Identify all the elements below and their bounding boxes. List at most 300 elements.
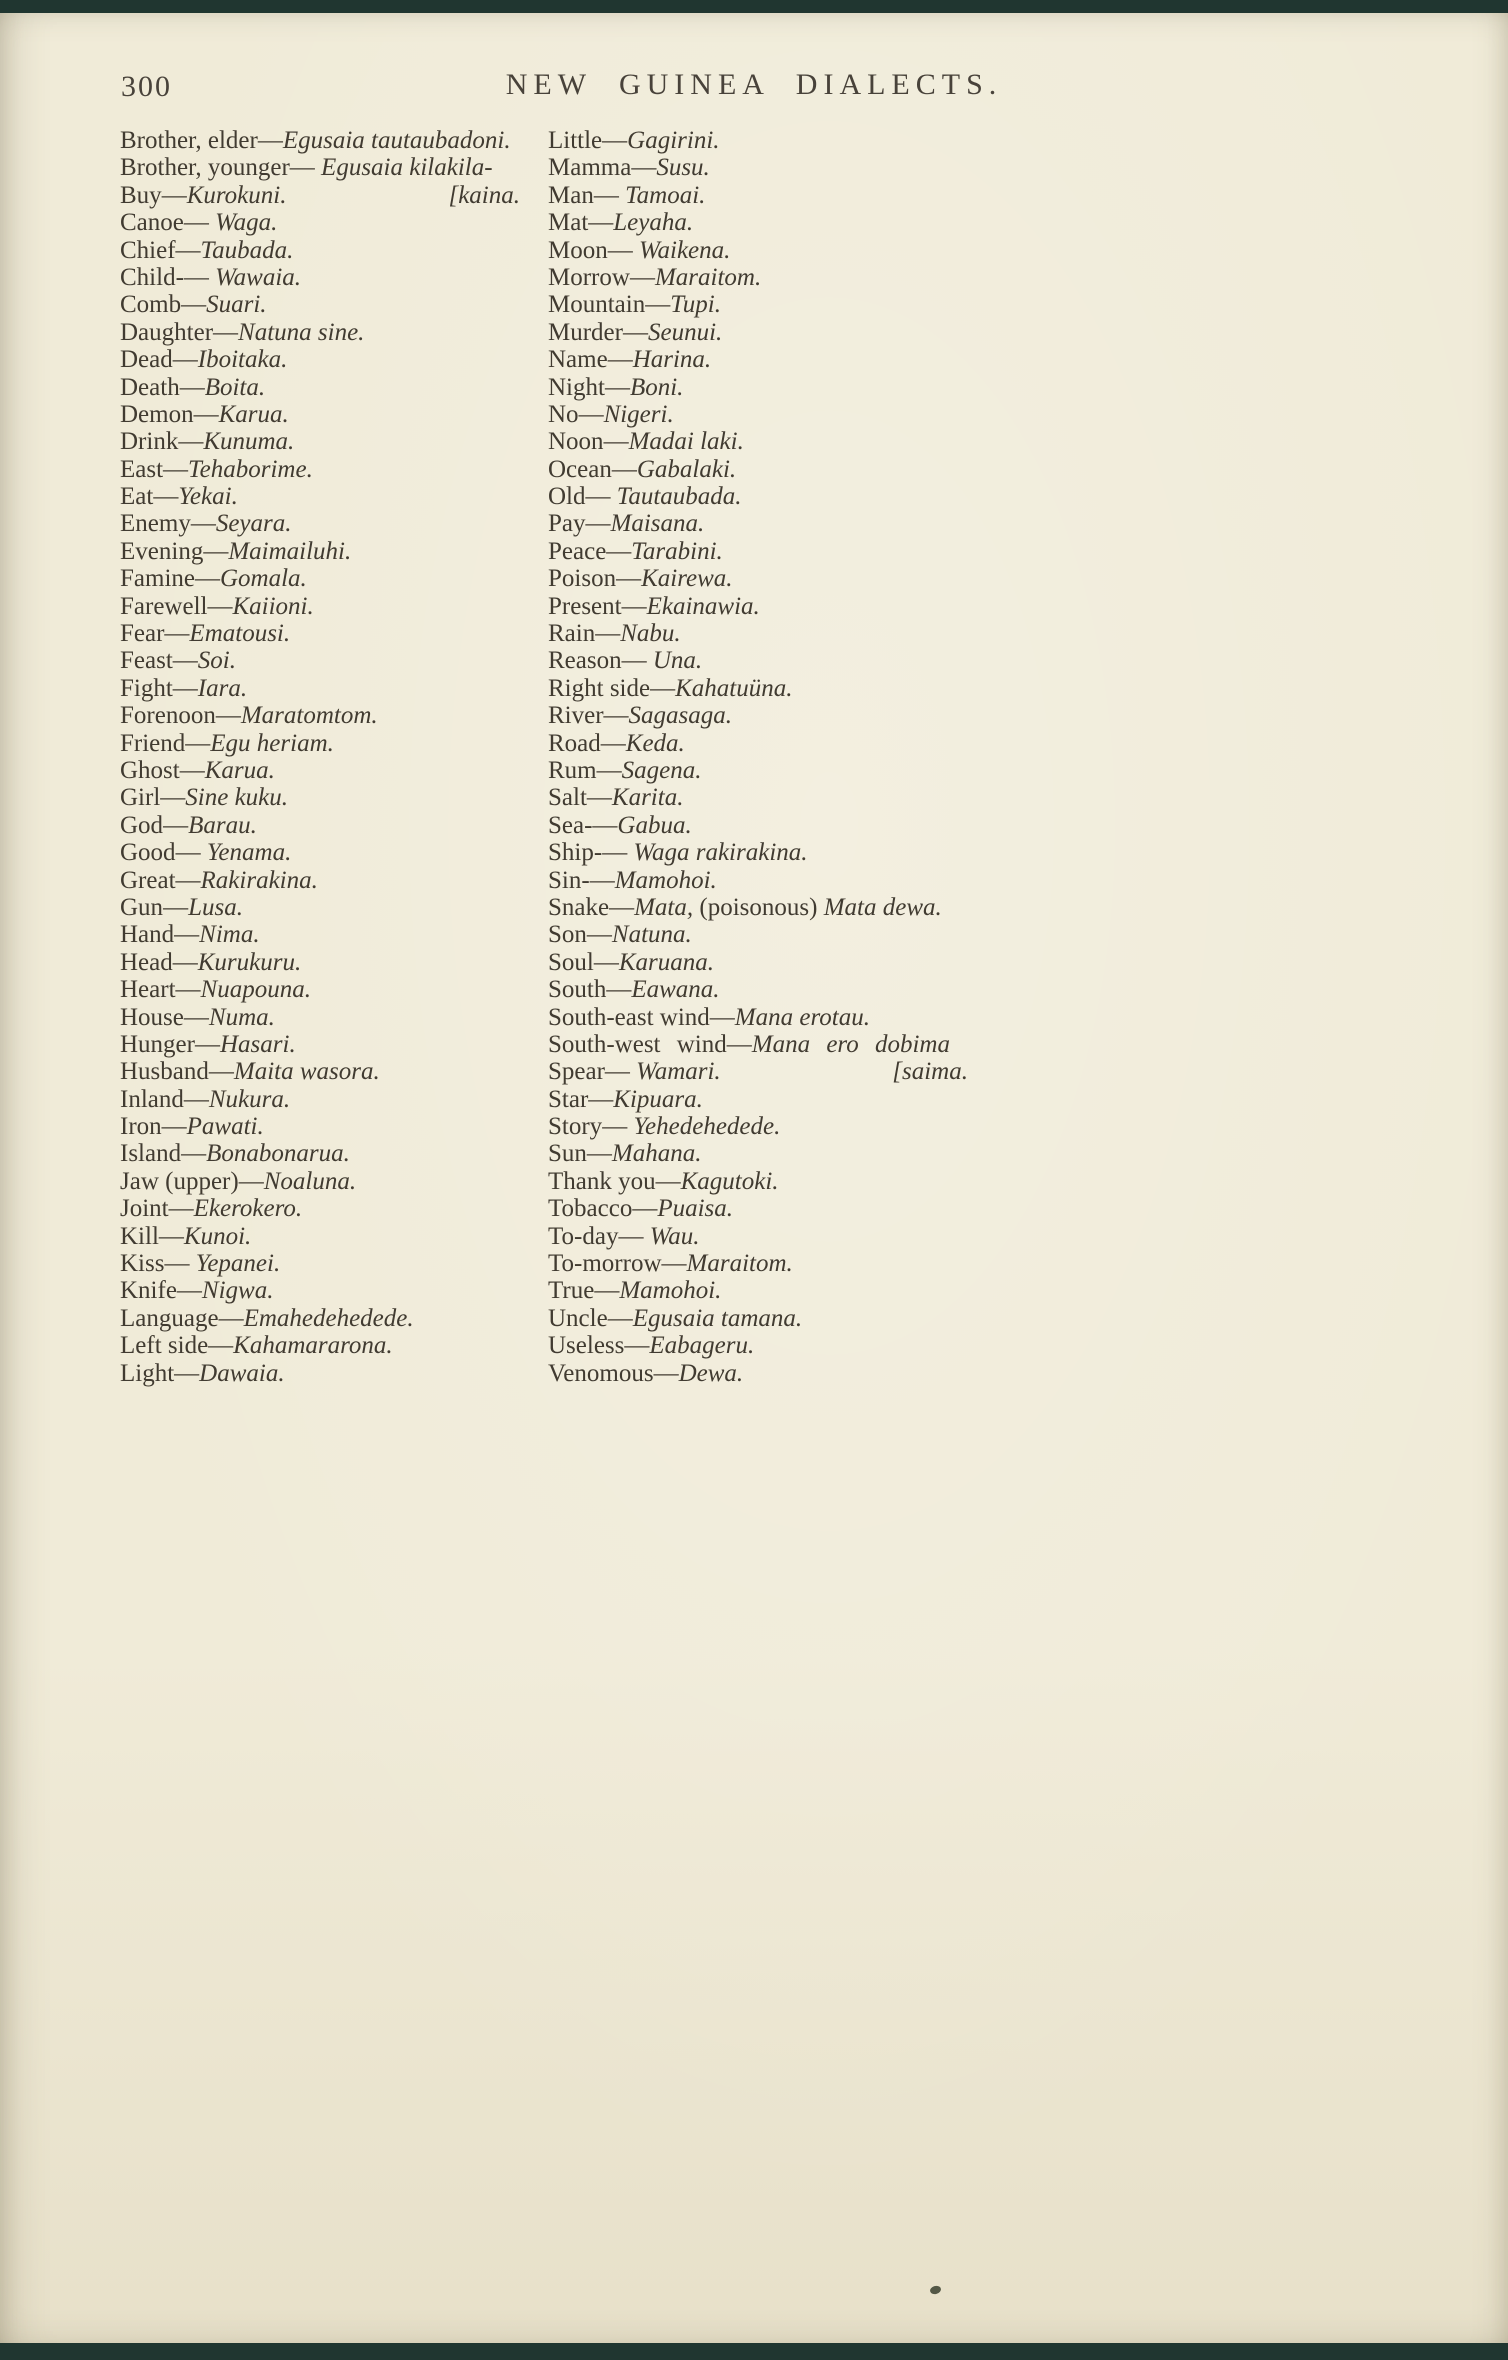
vocab-entry xyxy=(120,565,520,592)
vocab-entry xyxy=(120,675,520,702)
english-term: Right side xyxy=(548,674,651,702)
native-term: Natuna. xyxy=(611,921,692,949)
english-term: Light xyxy=(120,1359,175,1387)
english-term: Present xyxy=(548,592,622,620)
vocab-entry xyxy=(120,1305,520,1332)
vocab-entry xyxy=(120,1004,520,1031)
vocab-entry xyxy=(548,812,968,839)
dash-separator: — xyxy=(179,373,205,401)
english-term: Canoe xyxy=(120,209,184,237)
english-term: Ghost xyxy=(120,756,180,784)
english-term: Forenoon xyxy=(120,702,216,730)
native-term: Maita wasora. xyxy=(233,1058,380,1086)
dash-separator: — xyxy=(586,784,612,812)
english-term: Farewell xyxy=(120,592,208,620)
native-term: Ematousi. xyxy=(189,620,291,648)
native-term: Mamohoi. xyxy=(619,1277,722,1305)
english-term: Morrow xyxy=(548,263,630,291)
native-term: Karua. xyxy=(218,400,289,428)
page-number: 300 xyxy=(121,70,172,103)
native-term: Maraitom. xyxy=(654,263,762,291)
native-term: Tehaborime. xyxy=(188,455,313,483)
vocab-entry xyxy=(548,1332,968,1359)
dash-separator: — xyxy=(161,181,187,209)
native-term: Kaiioni. xyxy=(232,592,314,620)
dash-separator: — xyxy=(650,674,676,702)
vocab-entry xyxy=(548,921,968,948)
native-term: Maraitom. xyxy=(686,1250,793,1278)
vocab-entry xyxy=(120,209,520,236)
english-term: Uncle xyxy=(548,1304,608,1332)
dash-separator: — xyxy=(218,1304,244,1332)
native-term: Iara. xyxy=(197,674,248,702)
vocab-entry xyxy=(548,346,968,373)
vocab-entry xyxy=(120,374,520,401)
native-term: Keda. xyxy=(625,729,685,757)
native-term: Suari. xyxy=(206,291,267,319)
english-term: Thank you xyxy=(548,1167,656,1195)
dash-separator: — xyxy=(622,318,648,346)
dash-separator: — xyxy=(183,1003,209,1031)
vocab-entry xyxy=(548,1140,968,1167)
vocab-entry xyxy=(548,675,968,702)
english-term: Joint xyxy=(120,1195,169,1223)
vocab-entry xyxy=(120,1086,520,1113)
vocab-entry xyxy=(120,237,520,264)
vocab-entry xyxy=(120,647,520,674)
dash-separator: — xyxy=(604,373,630,401)
english-term: Iron xyxy=(120,1113,162,1141)
dash-separator: — xyxy=(172,346,198,374)
dash-separator: — xyxy=(592,811,618,839)
english-term: Snake xyxy=(548,893,610,921)
vocab-entry xyxy=(120,1113,520,1140)
native-term: Lusa. xyxy=(188,893,243,921)
english-term: Man xyxy=(548,181,594,209)
english-term: Moon xyxy=(548,236,608,264)
english-term: Murder xyxy=(548,318,623,346)
native-term: Ekerokero. xyxy=(193,1195,303,1223)
english-term: Story xyxy=(548,1113,603,1141)
vocab-entry xyxy=(548,1223,968,1250)
dash-separator: — xyxy=(609,893,635,921)
english-term: Old xyxy=(548,483,586,511)
vocab-entry xyxy=(548,1360,968,1387)
dash-separator: — xyxy=(164,1250,190,1278)
carryover-word: [kaina. xyxy=(448,181,520,209)
english-term: No xyxy=(548,400,579,428)
vocab-entry xyxy=(120,264,520,291)
vocab-entry xyxy=(120,593,520,620)
scan-edge-bottom xyxy=(0,2343,1508,2360)
dash-separator: — xyxy=(153,483,179,511)
english-term: Head xyxy=(120,948,173,976)
native-term: Yepanei. xyxy=(189,1250,281,1278)
vocab-entry xyxy=(548,237,968,264)
dash-separator: — xyxy=(586,1140,612,1168)
dash-separator: — xyxy=(607,346,633,374)
dash-separator: — xyxy=(183,263,209,291)
native-term: Egusaia tautaubadoni. xyxy=(282,127,511,154)
dash-separator: — xyxy=(208,1332,234,1360)
native-term: Harina. xyxy=(632,346,712,374)
vocab-entry xyxy=(548,702,968,729)
dash-separator: — xyxy=(163,455,189,483)
native-term: Egusaia tamana. xyxy=(632,1304,803,1332)
native-term: Gagirini. xyxy=(627,127,720,154)
dash-separator: — xyxy=(588,209,614,237)
native-term: Puaisa. xyxy=(657,1195,734,1223)
dash-separator: — xyxy=(175,236,201,264)
vocab-entry xyxy=(120,1031,520,1058)
native-term: Eawana. xyxy=(631,976,720,1004)
english-term: Good xyxy=(120,839,176,867)
vocab-entry xyxy=(548,949,968,976)
english-term: Drink xyxy=(120,428,179,456)
english-term: Left side xyxy=(120,1332,209,1360)
native-term: Maimailuhi. xyxy=(228,537,352,565)
english-term: Poison xyxy=(548,565,617,593)
native-term: Wamari. xyxy=(629,1058,721,1086)
native-term: Bonabonarua. xyxy=(206,1140,350,1168)
english-term: Famine xyxy=(120,565,195,593)
vocab-entry xyxy=(120,730,520,757)
english-term: Heart xyxy=(120,976,176,1004)
dash-separator: — xyxy=(161,1113,187,1141)
english-term: Useless xyxy=(548,1332,625,1360)
english-term: Soul xyxy=(548,948,594,976)
english-term: Husband xyxy=(120,1058,209,1086)
vocab-entry xyxy=(548,757,968,784)
vocab-entry xyxy=(548,291,968,318)
english-term: Mountain xyxy=(548,291,646,319)
vocab-entry xyxy=(548,1004,968,1031)
native-term: Emahedehedede. xyxy=(243,1304,414,1332)
vocab-entry xyxy=(548,647,968,674)
vocab-entry xyxy=(548,620,968,647)
native-term: Mata, xyxy=(634,893,694,921)
english-term: Venomous xyxy=(548,1359,654,1387)
dash-separator: — xyxy=(183,209,209,237)
scan-edge-top xyxy=(0,0,1508,13)
vocab-entry xyxy=(548,976,968,1003)
vocab-entry xyxy=(120,510,520,537)
native-term: Karuana. xyxy=(618,948,715,976)
vocab-entry xyxy=(548,1031,968,1058)
english-term: South-west wind xyxy=(548,1030,727,1058)
dash-separator: — xyxy=(175,839,201,867)
vocab-entry xyxy=(120,784,520,811)
english-term: Girl xyxy=(120,784,161,812)
vocab-entry xyxy=(548,1086,968,1113)
dash-separator: — xyxy=(726,1030,752,1058)
vocab-entry xyxy=(120,319,520,346)
dash-separator: — xyxy=(176,1277,202,1305)
dash-separator: — xyxy=(179,756,205,784)
native-term: Hasari. xyxy=(219,1030,296,1058)
english-term: Daughter xyxy=(120,318,214,346)
vocab-entry xyxy=(548,264,968,291)
dash-separator: — xyxy=(602,1113,628,1141)
vocab-entry xyxy=(548,894,968,921)
dash-separator: — xyxy=(593,181,619,209)
dash-separator: — xyxy=(185,729,211,757)
english-term: Tobacco xyxy=(548,1195,633,1223)
english-term: Mat xyxy=(548,209,589,237)
vocab-entry xyxy=(120,921,520,948)
vocab-entry xyxy=(548,182,968,209)
english-term: God xyxy=(120,811,164,839)
dash-separator: — xyxy=(168,1195,194,1223)
vocab-entry xyxy=(120,894,520,921)
english-term: Feast xyxy=(120,647,173,675)
english-term: River xyxy=(548,702,604,730)
native-term: Tautaubada. xyxy=(610,483,742,511)
english-term: Dead xyxy=(120,346,173,374)
dash-separator: — xyxy=(178,428,204,456)
native-term: Gomala. xyxy=(220,565,307,593)
native-term: Wawaia. xyxy=(208,263,302,291)
english-term: Sin- xyxy=(548,866,590,894)
english-term: Noon xyxy=(548,428,604,456)
dash-separator: — xyxy=(213,318,239,346)
native-term: Sine kuku. xyxy=(185,784,289,812)
native-term: Waga rakirakina. xyxy=(627,839,808,867)
dash-separator: — xyxy=(174,1359,200,1387)
vocab-entry xyxy=(120,456,520,483)
dash-separator: — xyxy=(208,1058,234,1086)
native-term: Yehedehedede. xyxy=(627,1113,781,1141)
dash-separator: — xyxy=(611,455,637,483)
vocab-entry xyxy=(548,456,968,483)
native-term: Nigwa. xyxy=(201,1277,274,1305)
ink-speck xyxy=(929,2285,942,2296)
vocab-entry xyxy=(120,1360,520,1387)
english-term: Friend xyxy=(120,729,186,757)
native-term: Kahamararona. xyxy=(233,1332,393,1360)
native-term: Rakirakina. xyxy=(200,866,318,894)
native-term: Dewa. xyxy=(678,1359,744,1387)
dash-separator: — xyxy=(289,154,315,182)
vocab-entry xyxy=(548,1113,968,1140)
dash-separator: — xyxy=(194,1030,220,1058)
native-term: Kahatuüna. xyxy=(675,674,793,702)
vocab-entry xyxy=(548,374,968,401)
dash-separator: — xyxy=(632,1195,658,1223)
native-term: Mamohoi. xyxy=(614,866,717,894)
dash-separator: — xyxy=(181,1140,207,1168)
dash-separator: — xyxy=(602,839,628,867)
native-term: Waga. xyxy=(208,209,278,237)
dash-separator: — xyxy=(163,893,189,921)
dash-separator: — xyxy=(624,1332,650,1360)
vocab-entry xyxy=(548,1195,968,1222)
native-term: Sagena. xyxy=(621,756,702,784)
english-term: Demon xyxy=(120,400,194,428)
native-term: Sagasaga. xyxy=(628,702,733,730)
vocab-entry xyxy=(548,1277,968,1304)
native-term: Nabu. xyxy=(620,620,681,648)
vocab-entry xyxy=(548,483,968,510)
dash-separator: — xyxy=(593,948,619,976)
vocab-entry xyxy=(548,127,968,154)
native-term: Seunui. xyxy=(647,318,723,346)
native-term: Tarabini. xyxy=(631,537,723,565)
native-term: Mana erotau. xyxy=(734,1003,870,1031)
english-term: Language xyxy=(120,1304,219,1332)
vocab-entry xyxy=(548,319,968,346)
native-term: Mana ero dobima xyxy=(751,1030,950,1058)
dash-separator: — xyxy=(588,1085,614,1113)
dash-separator: — xyxy=(578,400,604,428)
vocab-entry xyxy=(120,1250,520,1277)
dash-separator: — xyxy=(607,1304,633,1332)
dash-separator: — xyxy=(631,154,657,182)
vocab-entry xyxy=(548,510,968,537)
vocab-entry xyxy=(120,154,520,181)
english-term: Spear xyxy=(548,1058,605,1086)
dash-separator: — xyxy=(172,948,198,976)
vocab-entry xyxy=(120,620,520,647)
native-term: Noaluna. xyxy=(263,1167,357,1195)
english-term: Rain xyxy=(548,620,596,648)
dash-separator: — xyxy=(207,592,233,620)
column-right xyxy=(548,127,968,1387)
dash-separator: — xyxy=(163,811,189,839)
english-term: Road xyxy=(548,729,601,757)
english-term: Hand xyxy=(120,921,175,949)
english-term: Inland xyxy=(120,1085,184,1113)
dash-separator: — xyxy=(585,483,611,511)
vocab-entry xyxy=(548,867,968,894)
vocab-entry xyxy=(548,839,968,866)
english-term: Fight xyxy=(120,674,173,702)
english-term: Night xyxy=(548,373,605,401)
dash-separator: — xyxy=(595,620,621,648)
vocab-entry xyxy=(548,565,968,592)
dash-separator: — xyxy=(618,1222,644,1250)
dash-separator: — xyxy=(589,866,615,894)
english-term: Brother, younger xyxy=(120,154,290,182)
english-term: Ocean xyxy=(548,455,612,483)
english-term: Jaw (upper) xyxy=(120,1167,239,1195)
native-term: Maratomtom. xyxy=(240,702,378,730)
native-term: Numa. xyxy=(208,1003,275,1031)
dash-separator: — xyxy=(181,291,207,319)
native-term: Nuapouna. xyxy=(200,976,311,1004)
dash-separator: — xyxy=(602,127,628,154)
english-term: South xyxy=(548,976,607,1004)
native-term: Natuna sine. xyxy=(238,318,365,346)
native-term: Yekai. xyxy=(178,483,238,511)
vocab-entry xyxy=(120,757,520,784)
vocab-entry xyxy=(120,867,520,894)
english-term: Ship- xyxy=(548,839,603,867)
vocab-entry xyxy=(120,346,520,373)
native-term: Tupi. xyxy=(670,291,721,319)
english-term: Kill xyxy=(120,1222,159,1250)
vocab-entry xyxy=(120,1195,520,1222)
native-term: Una. xyxy=(646,647,703,675)
english-term: Gun xyxy=(120,893,164,921)
dash-separator: — xyxy=(257,127,283,154)
dash-separator: — xyxy=(645,291,671,319)
carryover-word: [saima. xyxy=(892,1058,968,1086)
vocab-entry xyxy=(120,1140,520,1167)
native-term: Soi. xyxy=(197,647,236,675)
native-term: Kurukuru. xyxy=(197,948,302,976)
english-term: Enemy xyxy=(120,510,191,538)
vocab-entry xyxy=(120,976,520,1003)
native-term: Eabageru. xyxy=(649,1332,755,1360)
english-term: Fear xyxy=(120,620,165,648)
vocab-entry xyxy=(120,1168,520,1195)
english-term: Child- xyxy=(120,263,184,291)
english-term: To-morrow xyxy=(548,1250,662,1278)
english-term: Pay xyxy=(548,510,586,538)
native-term: Egu heriam. xyxy=(210,729,334,757)
dash-separator: — xyxy=(175,976,201,1004)
english-term: Brother, elder xyxy=(120,127,258,154)
vocab-entry xyxy=(548,1168,968,1195)
native-term: Pawati. xyxy=(186,1113,264,1141)
dash-separator: — xyxy=(195,565,220,593)
english-term: Hunger xyxy=(120,1030,195,1058)
vocab-entry xyxy=(120,182,520,209)
dash-separator: — xyxy=(215,702,241,730)
vocab-entry xyxy=(548,1058,968,1085)
dash-separator: — xyxy=(606,976,632,1004)
dash-separator: — xyxy=(586,921,612,949)
native-term: Nima. xyxy=(199,921,260,949)
native-term: Mahana. xyxy=(611,1140,702,1168)
english-term: Chief xyxy=(120,236,176,264)
native-term: Ekainawia. xyxy=(646,592,760,620)
english-term: Comb xyxy=(120,291,182,319)
dash-separator: — xyxy=(600,729,626,757)
vocab-entry xyxy=(120,949,520,976)
vocab-entry xyxy=(548,401,968,428)
dash-separator: — xyxy=(655,1167,681,1195)
dash-separator: — xyxy=(183,1085,209,1113)
vocab-entry xyxy=(120,127,520,154)
dash-separator: — xyxy=(629,263,655,291)
dash-separator: — xyxy=(193,400,219,428)
english-term: Rum xyxy=(548,756,597,784)
vocab-entry xyxy=(120,483,520,510)
english-term: House xyxy=(120,1003,184,1031)
vocab-entry xyxy=(120,812,520,839)
dash-separator: — xyxy=(603,702,629,730)
english-term: East xyxy=(120,455,164,483)
english-term: Knife xyxy=(120,1277,177,1305)
native-term: Gabua. xyxy=(617,811,692,839)
native-term: Karua. xyxy=(204,756,275,784)
native-term: Kipuara. xyxy=(613,1085,703,1113)
native-term: Kunoi. xyxy=(183,1222,252,1250)
native-term: Nukura. xyxy=(208,1085,291,1113)
vocab-entry xyxy=(120,1277,520,1304)
dash-separator: — xyxy=(661,1250,687,1278)
vocab-entry xyxy=(120,291,520,318)
native-term: Maisana. xyxy=(610,510,705,538)
native-term: Karita. xyxy=(611,784,684,812)
dash-separator: — xyxy=(172,674,198,702)
dash-separator: — xyxy=(607,236,633,264)
english-term: Star xyxy=(548,1085,589,1113)
english-term: True xyxy=(548,1277,595,1305)
english-term: Sun xyxy=(548,1140,587,1168)
